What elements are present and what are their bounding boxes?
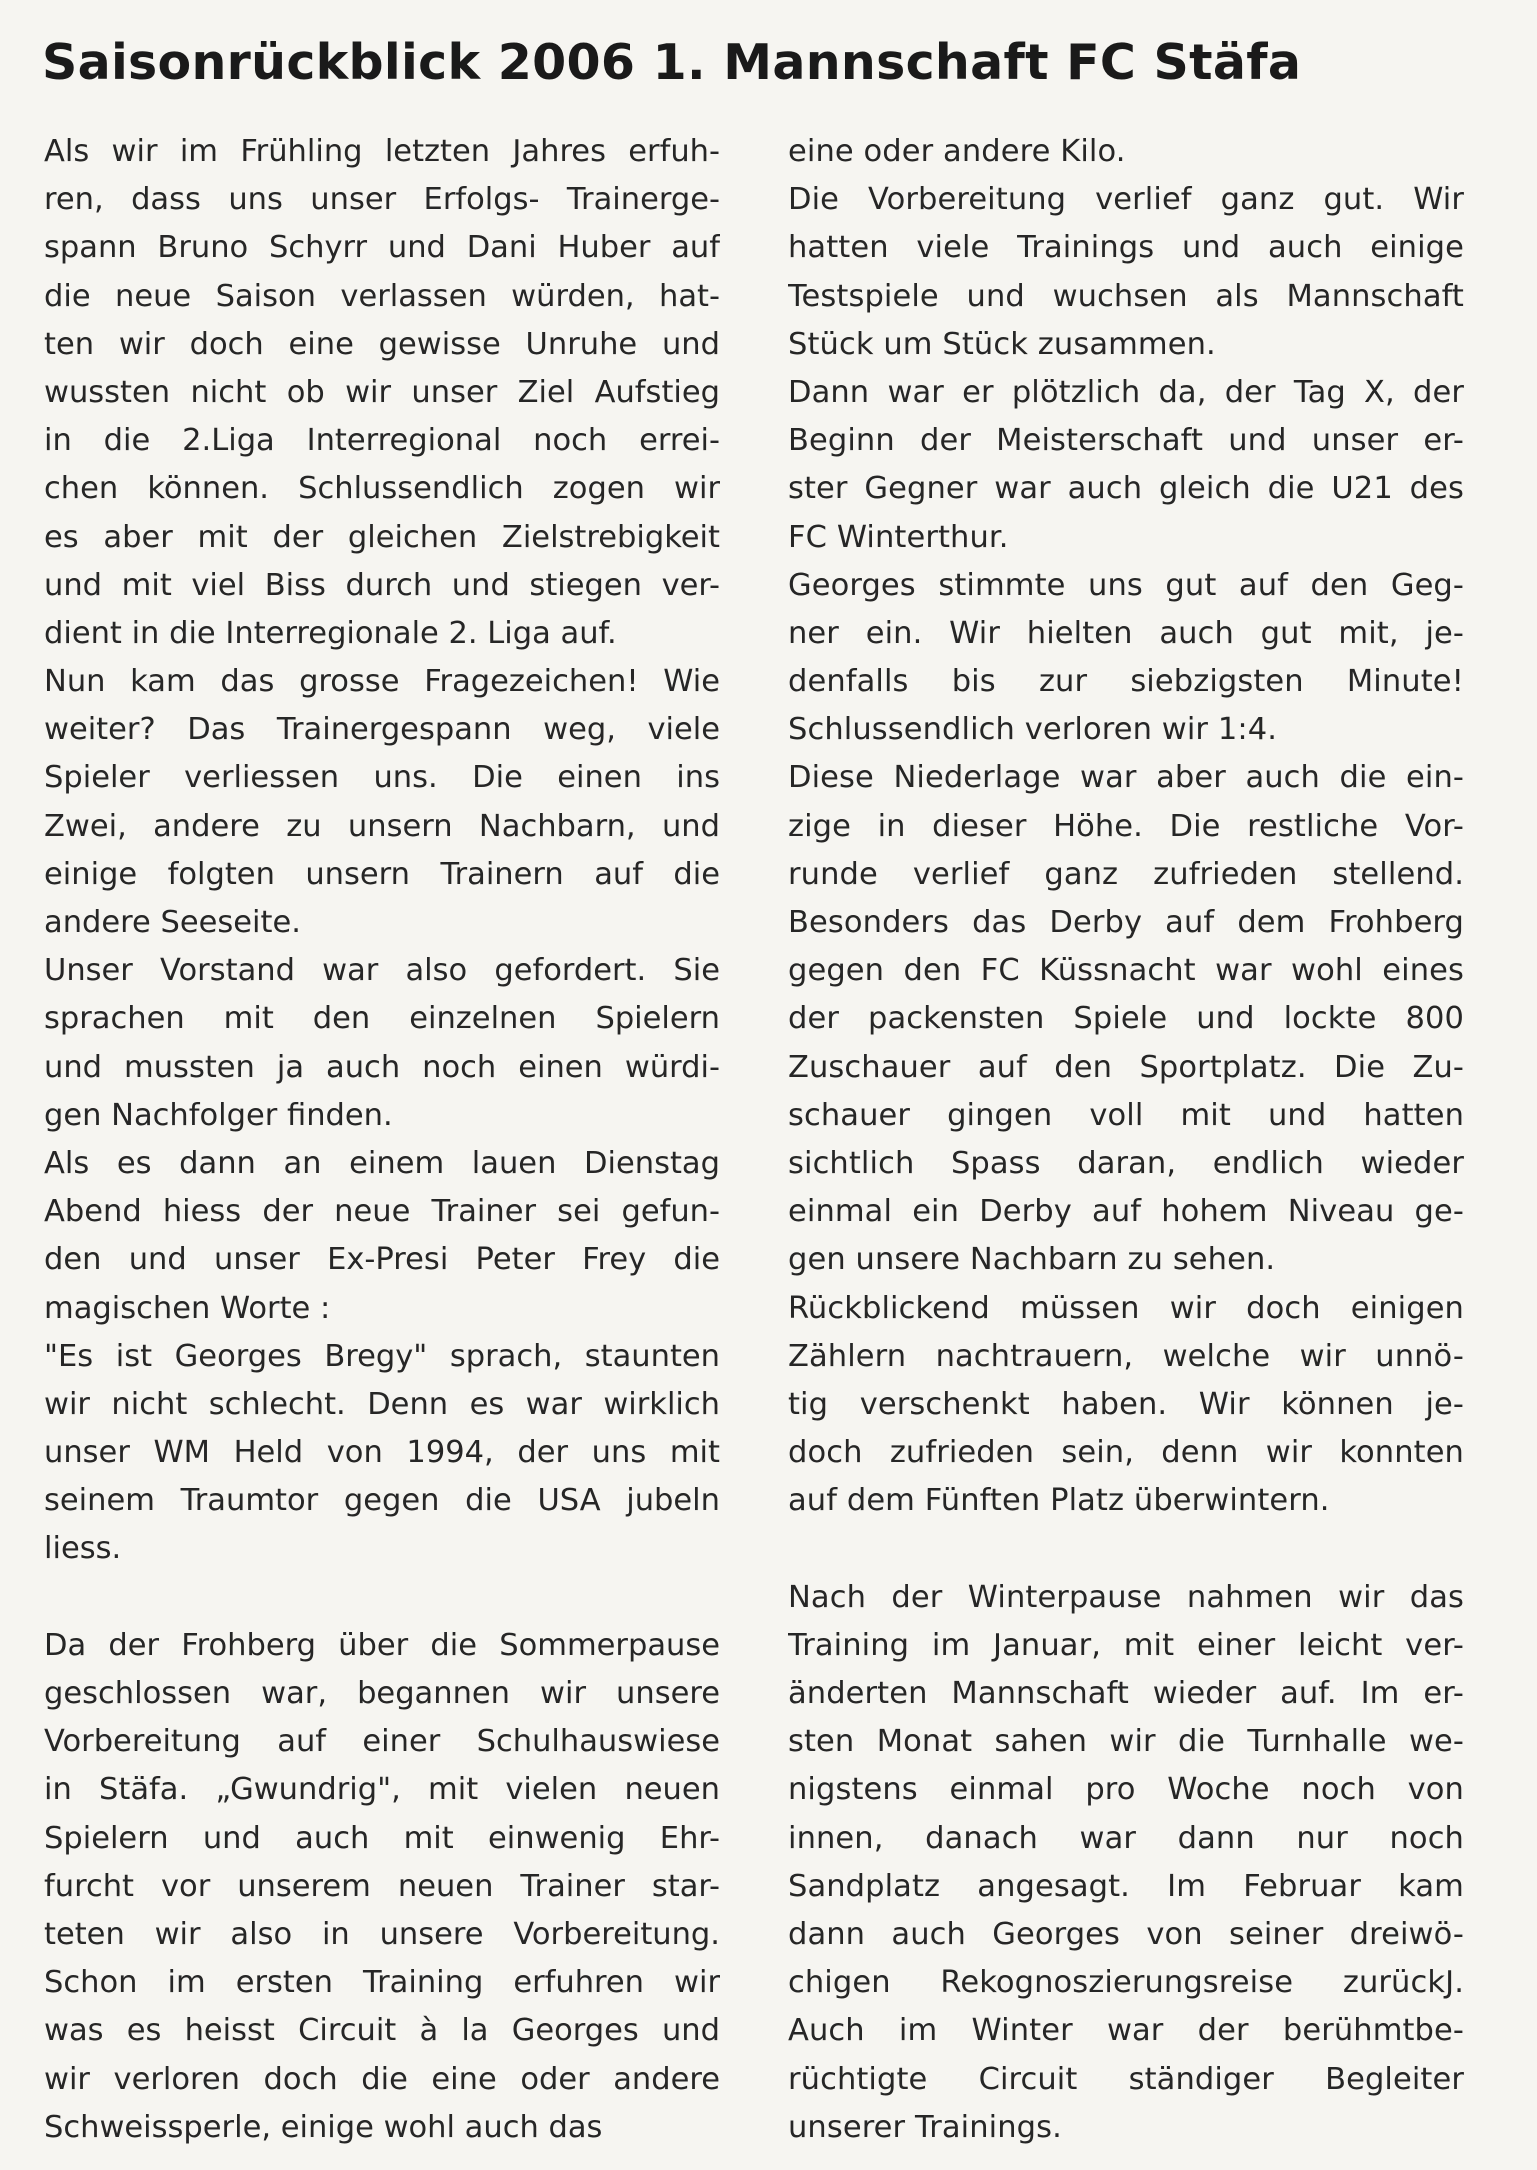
text-line: doch zufrieden sein, denn wir konnten [788, 1435, 1464, 1471]
text-line: Auch im Winter war der berühmtbe- [788, 2013, 1464, 2049]
text-line: Dann war er plötzlich da, der Tag X, der [788, 374, 1464, 410]
text-line: runde verlief ganz zufrieden stellend. [788, 856, 1464, 892]
text-line: Georges stimmte uns gut auf den Geg- [788, 567, 1464, 603]
text-line: und mit viel Biss durch und stiegen ver- [44, 567, 720, 603]
text-line: wir nicht schlecht. Denn es war wirklich [44, 1386, 720, 1422]
text-line: ner ein. Wir hielten auch gut mit, je- [788, 615, 1464, 651]
text-line: Unser Vorstand war also gefordert. Sie [44, 953, 720, 989]
text-line: Training im Januar, mit einer leicht ver- [788, 1627, 1464, 1663]
text-line: Beginn der Meisterschaft und unser er- [788, 423, 1464, 459]
text-line: Diese Niederlage war aber auch die ein- [788, 760, 1464, 796]
text-line: sten Monat sahen wir die Turnhalle we- [788, 1724, 1464, 1760]
text-line: spann Bruno Schyrr und Dani Huber auf [44, 230, 720, 266]
text-line: die neue Saison verlassen würden, hat- [44, 278, 720, 314]
text-line: weiter? Das Trainergespann weg, viele [44, 712, 720, 748]
text-line: Sandplatz angesagt. Im Februar kam [788, 1868, 1464, 1904]
text-line: geschlossen war, begannen wir unsere [44, 1676, 720, 1711]
text-line: Zwei, andere zu unsern Nachbarn, und [44, 808, 720, 844]
text-line: furcht vor unserem neuen Trainer star- [44, 1868, 720, 1904]
text-line: FC Winterthur. [788, 519, 1009, 555]
text-line: andere Seeseite. [44, 905, 301, 940]
page-title: Saisonrückblick 2006 1. Mannschaft FC Stäfa [42, 34, 1302, 91]
text-line: Als es dann an einem lauen Dienstag [44, 1145, 720, 1181]
text-line: teten wir also in unsere Vorbereitung. [44, 1916, 720, 1952]
text-line: Da der Frohberg über die Sommerpause [44, 1627, 720, 1663]
text-line: magischen Worte : [44, 1290, 331, 1326]
text-line: eine oder andere Kilo. [788, 134, 1126, 169]
text-line: Zählern nachtrauern, welche wir unnö- [788, 1338, 1464, 1374]
text-line: chigen Rekognoszierungsreise zurückJ. [788, 1965, 1464, 2001]
text-line: tig verschenkt haben. Wir können je- [788, 1386, 1464, 1422]
text-line: es aber mit der gleichen Zielstrebigkeit [44, 519, 720, 555]
text-line: Nun kam das grosse Fragezeichen! Wie [44, 664, 720, 700]
text-line: Spieler verliessen uns. Die einen ins [44, 760, 720, 796]
text-line: Schweissperle, einige wohl auch das [44, 2109, 603, 2145]
text-line: in Stäfa. „Gwundrig", mit vielen neuen [44, 1772, 720, 1808]
text-line: ren, dass uns unser Erfolgs- Trainerge- [44, 182, 720, 218]
text-line: unser WM Held von 1994, der uns mit [44, 1435, 720, 1471]
text-line: einige folgten unsern Trainern auf die [44, 856, 720, 892]
text-line: gen unsere Nachbarn zu sehen. [788, 1242, 1276, 1278]
text-line: Vorbereitung auf einer Schulhauswiese [44, 1724, 720, 1760]
text-line: den und unser Ex-Presi Peter Frey die [44, 1242, 720, 1278]
text-line: Nach der Winterpause nahmen wir das [788, 1579, 1464, 1615]
text-line: auf dem Fünften Platz überwintern. [788, 1483, 1330, 1519]
text-line: liess. [44, 1531, 122, 1567]
text-line: dient in die Interregionale 2. Liga auf. [44, 615, 617, 651]
text-line: unserer Trainings. [788, 2109, 1062, 2145]
text-line: was es heisst Circuit à la Georges und [44, 2013, 720, 2049]
text-line: Schlussendlich verloren wir 1:4. [788, 712, 1278, 748]
text-line: wir verloren doch die eine oder andere [44, 2061, 720, 2097]
text-line: Stück um Stück zusammen. [788, 326, 1216, 362]
text-line: wussten nicht ob wir unser Ziel Aufstieg [44, 374, 720, 410]
text-line: rüchtigte Circuit ständiger Begleiter [788, 2061, 1464, 2097]
text-line: einmal ein Derby auf hohem Niveau ge- [788, 1194, 1464, 1230]
text-line: sichtlich Spass daran, endlich wieder [788, 1145, 1464, 1181]
text-line: Die Vorbereitung verlief ganz gut. Wir [788, 182, 1464, 218]
text-column-left [44, 128, 720, 2152]
text-line: hatten viele Trainings und auch einige [788, 230, 1464, 266]
text-line: in die 2.Liga Interregional noch errei- [44, 423, 720, 459]
text-line: ster Gegner war auch gleich die U21 des [788, 471, 1464, 507]
text-line: "Es ist Georges Bregy" sprach, staunten [44, 1338, 720, 1374]
text-line: der packensten Spiele und lockte 800 [788, 1001, 1464, 1037]
text-line: sprachen mit den einzelnen Spielern [44, 1001, 720, 1037]
text-column-right [788, 128, 1464, 2152]
text-line: änderten Mannschaft wieder auf. Im er- [788, 1676, 1464, 1711]
text-line: zige in dieser Höhe. Die restliche Vor- [788, 808, 1464, 844]
text-line: ten wir doch eine gewisse Unruhe und [44, 326, 720, 362]
text-line: Besonders das Derby auf dem Frohberg [788, 905, 1464, 940]
text-line: Schon im ersten Training erfuhren wir [44, 1965, 720, 2001]
text-line: Abend hiess der neue Trainer sei gefun- [44, 1194, 720, 1230]
text-line: Als wir im Frühling letzten Jahres erfuh- [44, 134, 720, 169]
text-line [788, 1525, 1464, 1573]
text-line: dann auch Georges von seiner dreiwö- [788, 1916, 1464, 1952]
text-line: gen Nachfolger finden. [44, 1097, 393, 1133]
text-line [44, 1574, 720, 1622]
text-line: und mussten ja auch noch einen würdi- [44, 1049, 720, 1085]
text-line: nigstens einmal pro Woche noch von [788, 1772, 1464, 1808]
text-line: gegen den FC Küssnacht war wohl eines [788, 953, 1464, 989]
text-line: denfalls bis zur siebzigsten Minute! [788, 664, 1464, 700]
text-line: chen können. Schlussendlich zogen wir [44, 471, 720, 507]
text-line: Zuschauer auf den Sportplatz. Die Zu- [788, 1049, 1464, 1085]
text-line: Spielern und auch mit einwenig Ehr- [44, 1820, 720, 1856]
text-line: seinem Traumtor gegen die USA jubeln [44, 1483, 720, 1519]
text-line: Rückblickend müssen wir doch einigen [788, 1290, 1464, 1326]
text-line: Testspiele und wuchsen als Mannschaft [788, 278, 1464, 314]
text-line: schauer gingen voll mit und hatten [788, 1097, 1464, 1133]
text-line: innen, danach war dann nur noch [788, 1820, 1464, 1856]
